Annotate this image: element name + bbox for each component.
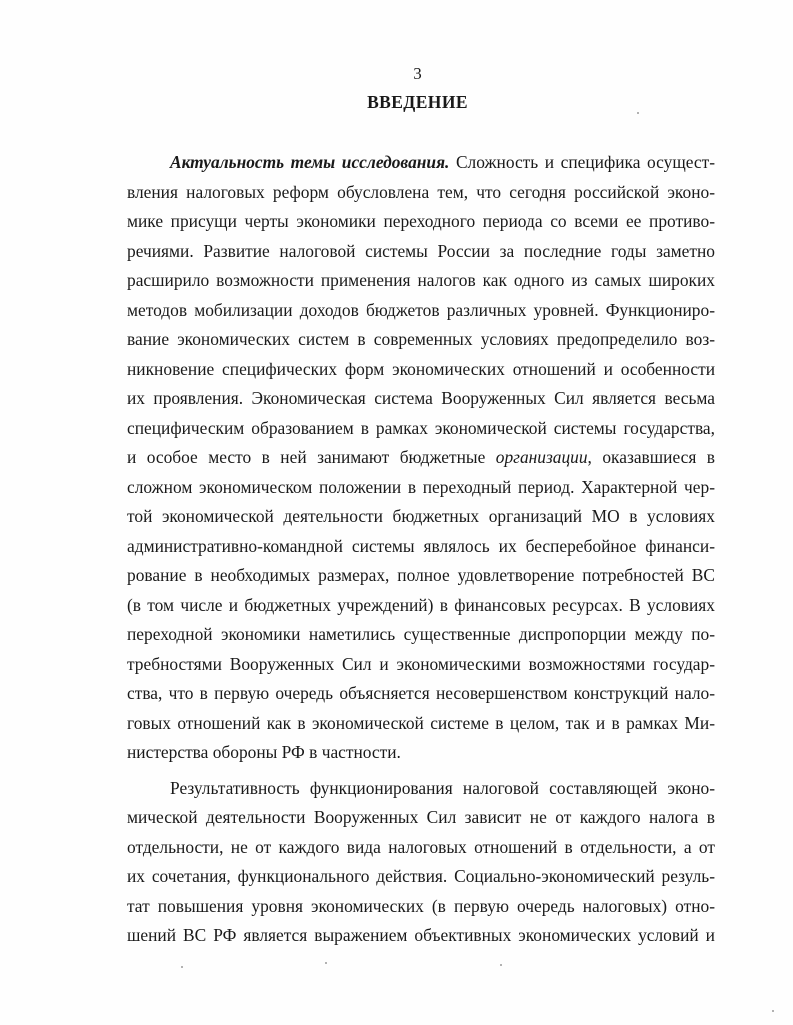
text-run: переходной экономики наметились существенные диспропорции между по- <box>127 624 715 644</box>
text-line <box>127 296 715 326</box>
text-run: (в том числе и бюджетных учреждений) в финансовых ресурсах. В условиях <box>127 594 715 615</box>
text-line <box>127 561 715 591</box>
text-line <box>127 709 715 739</box>
text-line <box>127 892 715 922</box>
text-run: отдельности, не от каждого вида налоговых отношений в отдельности, а от <box>127 836 715 857</box>
text-line <box>127 266 715 296</box>
text-line <box>127 502 715 532</box>
text-run: сложном экономическом положении в переходный период. Характерной чер- <box>127 476 715 497</box>
text-line <box>127 443 715 473</box>
text-run: Результативность функционирования налоговой составляющей эконо- <box>170 777 715 798</box>
text-run: тат повышения уровня экономических (в первую очередь налоговых) отно- <box>127 895 715 916</box>
text-run: никновение специфических форм экономических отношений и особенности <box>127 358 715 379</box>
scan-speck <box>772 1010 774 1012</box>
text-run: , оказавшиеся в <box>587 447 715 467</box>
text-line <box>127 921 715 951</box>
text-run: речиями. Развитие налоговой системы России за последние годы заметно <box>127 240 715 261</box>
scan-speck <box>500 964 502 966</box>
text-line <box>127 774 715 804</box>
text-run: рование в необходимых размерах, полное удовлетворение потребностей ВС <box>127 565 715 585</box>
text-line <box>127 862 715 892</box>
text-line <box>127 833 715 863</box>
body-text <box>127 148 715 951</box>
text-line <box>127 650 715 680</box>
scan-speck <box>181 966 183 968</box>
text-run: их сочетания, функционального действия. Социально-экономический резуль- <box>127 866 715 886</box>
section-heading: ВВЕДЕНИЕ <box>367 92 468 112</box>
italic-term: организации <box>495 447 588 467</box>
text-line <box>127 178 715 208</box>
text-line <box>127 591 715 621</box>
text-run: вание экономических систем в современных условиях предопределило воз- <box>127 329 715 349</box>
page-number: 3 <box>413 64 422 83</box>
text-line <box>127 148 715 178</box>
text-line <box>127 237 715 267</box>
text-line <box>127 207 715 237</box>
text-run: методов мобилизации доходов бюджетов различных уровней. Функциониро- <box>127 299 715 320</box>
text-run: расширило возможности применения налогов как одного из самых широких <box>127 270 715 290</box>
text-line <box>127 620 715 650</box>
text-run: мической деятельности Вооруженных Сил зависит не от каждого налога в <box>127 807 715 827</box>
text-run: ства, что в первую очередь объясняется несовершенством конструкций нало- <box>127 683 715 703</box>
text-line <box>127 355 715 385</box>
emphasized-lead-in: Актуальность темы исследования. <box>170 152 450 172</box>
text-run: специфическим образованием в рамках экономической системы государства, <box>127 417 715 438</box>
scan-speck <box>637 112 639 114</box>
text-run: Сложность и специфика осущест- <box>449 152 715 172</box>
text-line <box>127 679 715 709</box>
text-run: административно-командной системы являлось их бесперебойное финанси- <box>127 535 715 556</box>
text-run: и особое место в ней занимают бюджетные <box>127 447 496 467</box>
scan-speck <box>325 962 327 964</box>
text-line <box>127 532 715 562</box>
text-run: мике присущи черты экономики переходного периода со всеми ее противо- <box>127 211 715 231</box>
text-run: говых отношений как в экономической системе в целом, так и в рамках Ми- <box>127 712 715 733</box>
text-line <box>127 738 715 768</box>
text-line <box>127 803 715 833</box>
text-run: той экономической деятельности бюджетных организаций МО в условиях <box>127 506 715 526</box>
text-line <box>127 473 715 503</box>
text-run: требностями Вооруженных Сил и экономическими возможностями государ- <box>127 653 715 674</box>
text-line <box>127 384 715 414</box>
text-line <box>127 414 715 444</box>
text-line <box>127 325 715 355</box>
text-run: шений ВС РФ является выражением объективных экономических условий и <box>127 925 715 945</box>
text-run: их проявления. Экономическая система Вооруженных Сил является весьма <box>127 388 715 408</box>
text-run: вления налоговых реформ обусловлена тем, что сегодня российской эконо- <box>127 181 715 202</box>
text-run: нистерства обороны РФ в частности. <box>127 742 401 762</box>
